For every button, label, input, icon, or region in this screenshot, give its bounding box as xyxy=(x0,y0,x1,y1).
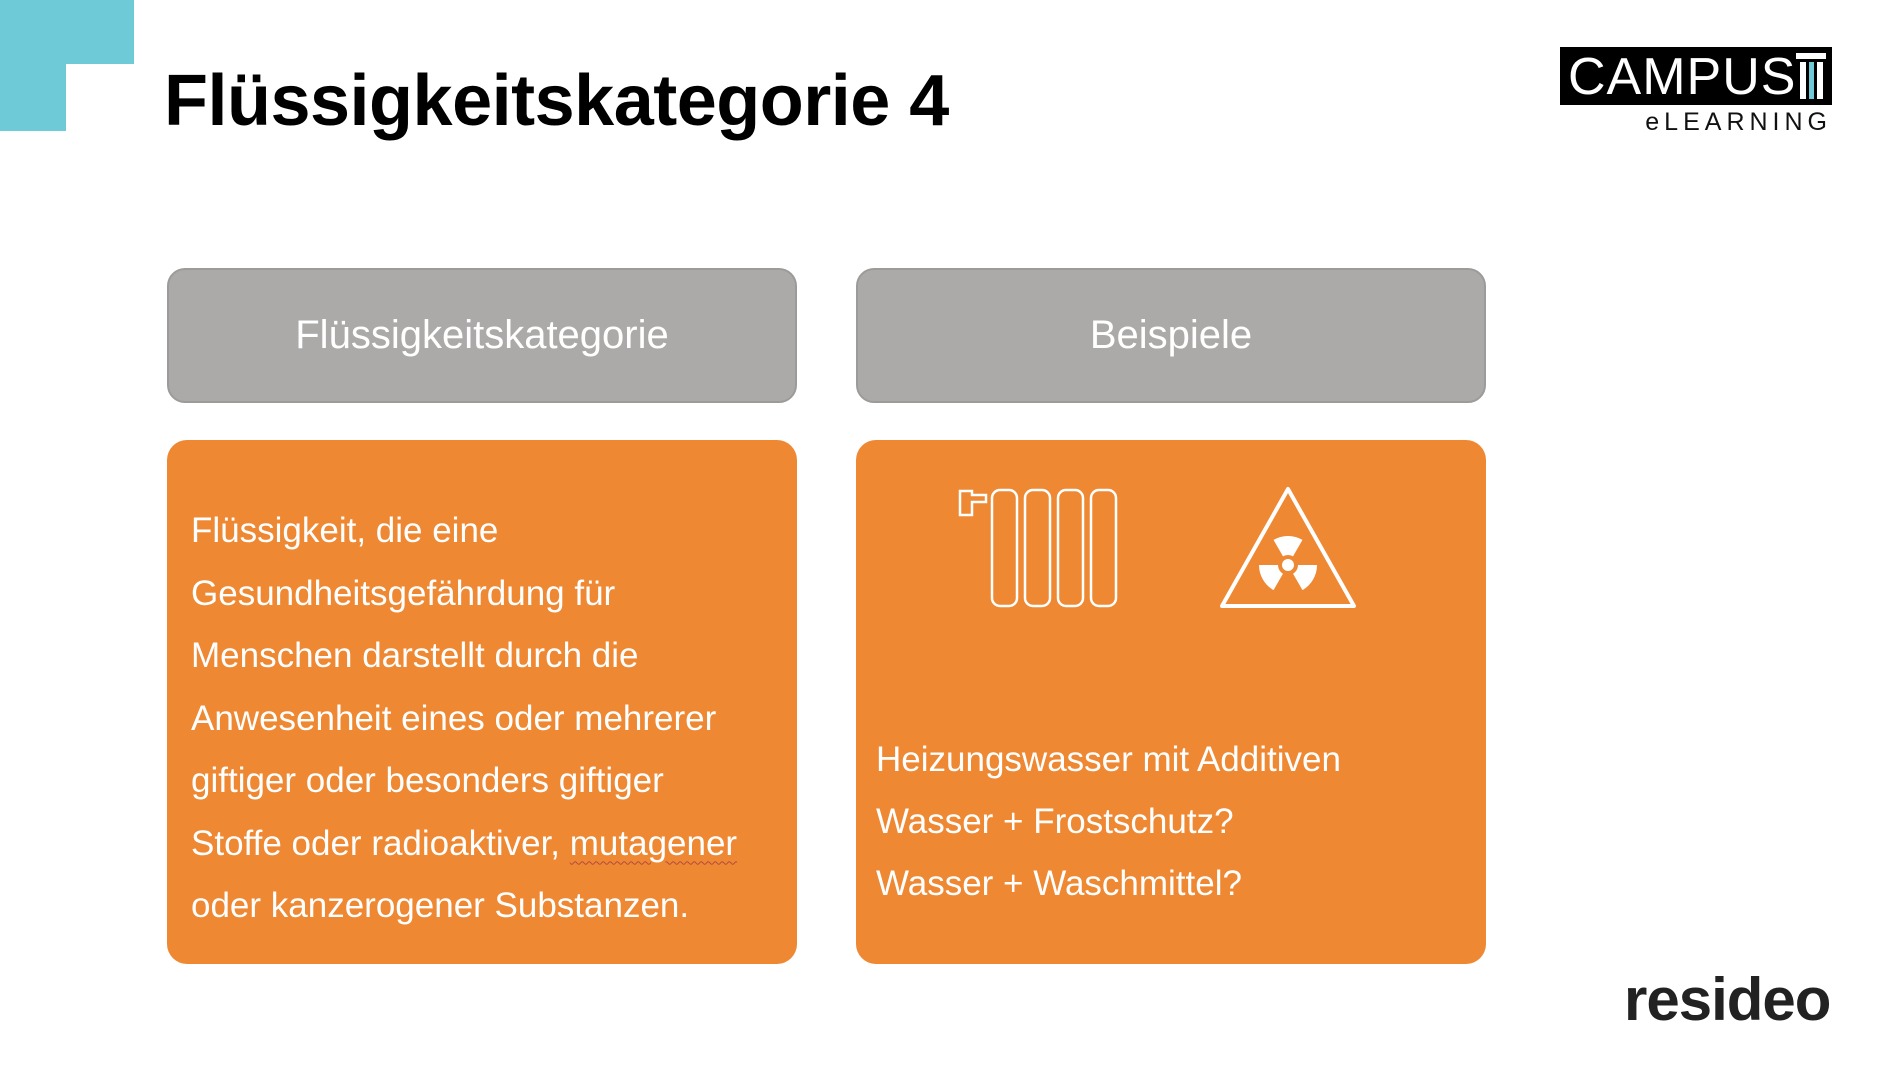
description-line: Anwesenheit eines oder mehrerer xyxy=(191,698,717,738)
description-text xyxy=(191,500,737,938)
campus-logo-text: CAMPUS xyxy=(1568,48,1797,106)
slide-title: Flüssigkeitskategorie 4 xyxy=(164,61,949,141)
misspelled-word: mutagener xyxy=(569,823,738,863)
corner-accent-top xyxy=(0,0,134,64)
radiator-icon xyxy=(960,490,1116,606)
description-line xyxy=(191,813,737,876)
resideo-logo: resideo xyxy=(1624,966,1831,1033)
radiation-warning-icon xyxy=(1222,489,1354,606)
campus-logo xyxy=(1560,47,1832,105)
examples-list xyxy=(876,735,1341,921)
example-item: Wasser + Frostschutz? xyxy=(876,802,1234,841)
description-card xyxy=(167,440,797,964)
corner-accent-bottom xyxy=(0,64,66,131)
description-line: Gesundheitsgefährdung für xyxy=(191,573,616,613)
campus-bars-icon xyxy=(1796,53,1826,99)
example-icons xyxy=(856,440,1486,640)
header-card-examples xyxy=(856,268,1486,403)
example-item: Heizungswasser mit Additiven xyxy=(876,740,1341,779)
elearning-logo-text: eLEARNING xyxy=(1645,108,1832,136)
header-card-category-label: Flüssigkeitskategorie xyxy=(295,313,669,357)
header-card-examples-label: Beispiele xyxy=(1089,313,1253,357)
header-card-category xyxy=(167,268,797,403)
description-line: Menschen darstellt durch die xyxy=(191,636,639,675)
description-line: oder kanzerogener Substanzen. xyxy=(191,886,690,925)
description-line: Flüssigkeit, die eine xyxy=(191,511,499,550)
description-line: giftiger oder besonders giftiger xyxy=(191,761,664,800)
example-item: Wasser + Waschmittel? xyxy=(876,864,1242,903)
examples-card xyxy=(856,440,1486,964)
description-line-part: Stoffe oder radioaktiver, xyxy=(191,823,561,863)
